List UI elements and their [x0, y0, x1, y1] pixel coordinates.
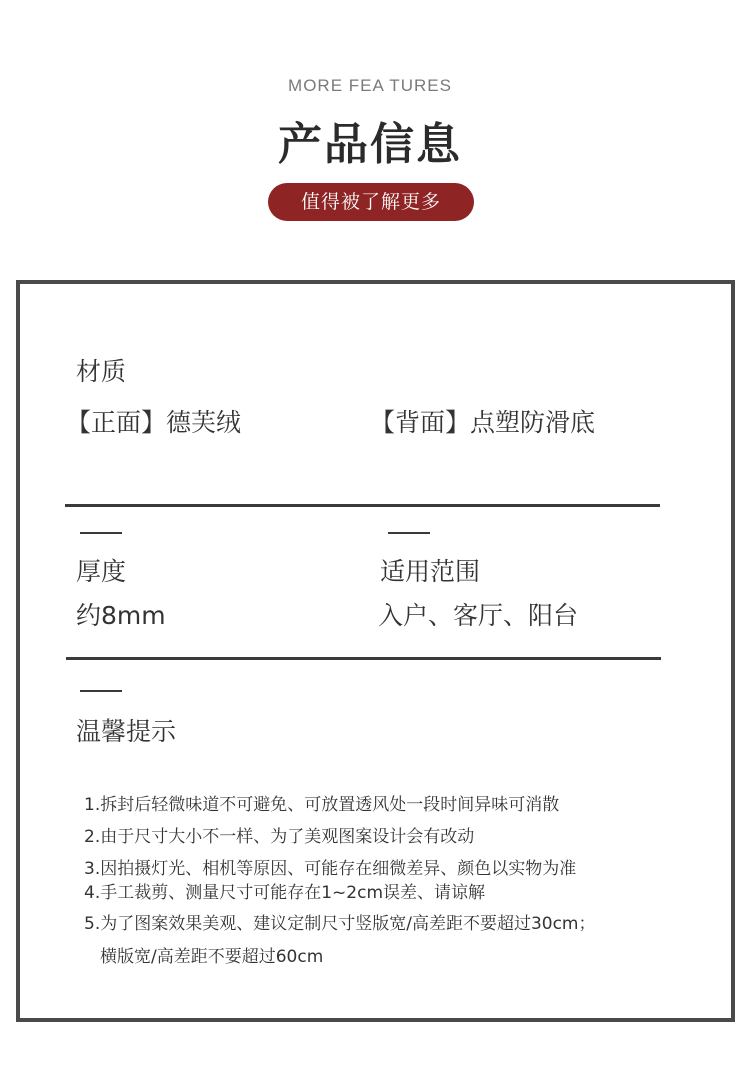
scope-label: 适用范围: [380, 557, 481, 586]
material-front: 【正面】德芙绒: [66, 408, 242, 437]
section-subtitle: MORE FEA TURES: [288, 76, 452, 95]
material-label: 材质: [76, 357, 127, 386]
tip-item: 4.手工裁剪、测量尺寸可能存在1~2cm误差、请谅解: [84, 883, 486, 903]
tip-item: 3.因拍摄灯光、相机等原因、可能存在细微差异、颜色以实物为准: [84, 859, 577, 879]
divider: [66, 657, 661, 660]
learn-more-badge: 值得被了解更多: [268, 183, 474, 221]
tips-label: 温馨提示: [76, 717, 177, 746]
scope-value: 入户、客厅、阳台: [378, 601, 579, 630]
tip-item: 5.为了图案效果美观、建议定制尺寸竖版宽/高差距不要超过30cm；: [84, 914, 596, 934]
page-title: 产品信息: [278, 119, 462, 170]
thickness-value: 约8mm: [76, 601, 166, 630]
divider: [65, 504, 660, 507]
tip-item: 横版宽/高差距不要超过60cm: [100, 947, 324, 967]
material-back: 【背面】点塑防滑底: [370, 408, 596, 437]
tip-item: 1.拆封后轻微味道不可避免、可放置透风处一段时间异味可消散: [84, 795, 560, 815]
dash-marker: [80, 532, 122, 534]
thickness-label: 厚度: [76, 557, 127, 586]
dash-marker: [388, 532, 430, 534]
tip-item: 2.由于尺寸大小不一样、为了美观图案设计会有改动: [84, 827, 475, 847]
dash-marker: [80, 690, 122, 692]
